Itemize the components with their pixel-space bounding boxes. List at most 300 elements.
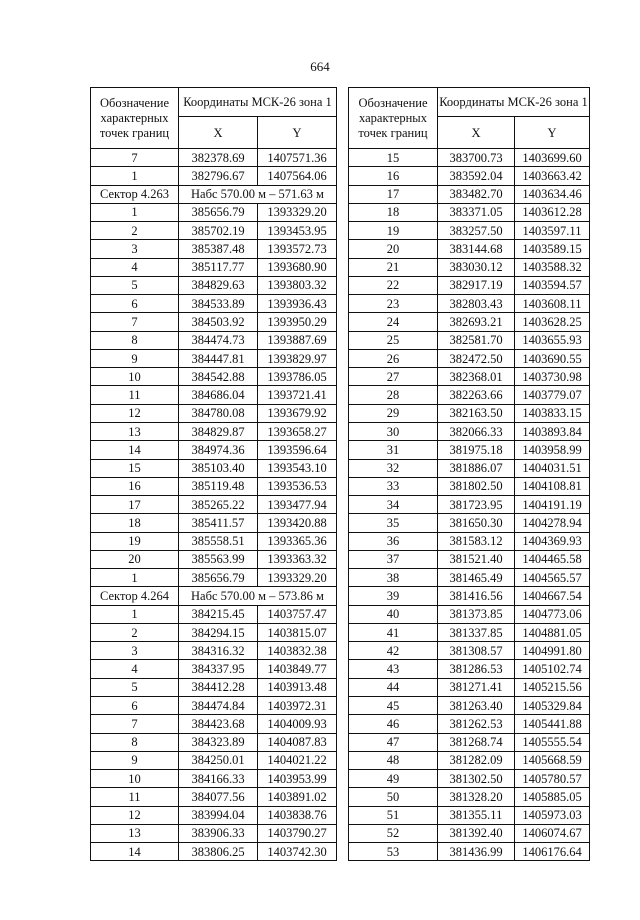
- y-coordinate: 1403663.42: [515, 167, 590, 185]
- point-id: 42: [349, 642, 438, 660]
- point-id: 1: [91, 569, 179, 587]
- x-coordinate: 382803.43: [438, 295, 515, 313]
- x-coordinate: 381392.40: [438, 824, 515, 842]
- table-row: [91, 295, 337, 313]
- y-coordinate: 1403594.57: [515, 276, 590, 294]
- table-row: [91, 532, 337, 550]
- table-row: [349, 751, 590, 769]
- y-coordinate: 1403588.32: [515, 258, 590, 276]
- y-coordinate: 1393596.64: [258, 441, 337, 459]
- y-coordinate: 1403891.02: [258, 788, 337, 806]
- point-id: 2: [91, 623, 179, 641]
- x-coordinate: 384686.04: [179, 386, 258, 404]
- y-coordinate: 1403958.99: [515, 441, 590, 459]
- point-id: 33: [349, 477, 438, 495]
- y-coordinate: 1403655.93: [515, 331, 590, 349]
- point-id: 17: [349, 185, 438, 203]
- x-coordinate: 385656.79: [179, 203, 258, 221]
- y-coordinate: 1393536.53: [258, 477, 337, 495]
- point-id: 14: [91, 441, 179, 459]
- x-coordinate: 382066.33: [438, 422, 515, 440]
- x-coordinate: 384447.81: [179, 349, 258, 367]
- x-coordinate: 384077.56: [179, 788, 258, 806]
- y-coordinate: 1393721.41: [258, 386, 337, 404]
- y-coordinate: 1403972.31: [258, 696, 337, 714]
- y-coordinate: 1404991.80: [515, 642, 590, 660]
- x-coordinate: 381262.53: [438, 715, 515, 733]
- y-coordinate: 1403815.07: [258, 623, 337, 641]
- y-coordinate: 1404087.83: [258, 733, 337, 751]
- point-id: 36: [349, 532, 438, 550]
- table-row: [349, 824, 590, 842]
- table-row: [349, 806, 590, 824]
- table-row: [349, 258, 590, 276]
- table-row: [91, 386, 337, 404]
- table-row: [91, 167, 337, 185]
- y-coordinate: 1393365.36: [258, 532, 337, 550]
- point-id: 17: [91, 496, 179, 514]
- x-coordinate: 381465.49: [438, 569, 515, 587]
- y-coordinate: 1406176.64: [515, 843, 590, 861]
- table-row: [349, 550, 590, 568]
- y-coordinate: 1403913.48: [258, 678, 337, 696]
- point-id: 12: [91, 404, 179, 422]
- x-coordinate: 383592.04: [438, 167, 515, 185]
- x-coordinate: 385103.40: [179, 459, 258, 477]
- y-coordinate: 1403612.28: [515, 203, 590, 221]
- point-id: 50: [349, 788, 438, 806]
- point-id: 6: [91, 295, 179, 313]
- point-id: 32: [349, 459, 438, 477]
- section-row: [91, 587, 337, 605]
- point-id: 23: [349, 295, 438, 313]
- x-coordinate: 381436.99: [438, 843, 515, 861]
- point-id: 44: [349, 678, 438, 696]
- x-coordinate: 383257.50: [438, 222, 515, 240]
- table-row: [91, 733, 337, 751]
- table-row: [91, 642, 337, 660]
- x-coordinate: 381802.50: [438, 477, 515, 495]
- y-coordinate: 1404667.54: [515, 587, 590, 605]
- y-coordinate: 1405102.74: [515, 660, 590, 678]
- x-coordinate: 381521.40: [438, 550, 515, 568]
- point-id: 39: [349, 587, 438, 605]
- y-coordinate: 1403628.25: [515, 313, 590, 331]
- x-coordinate: 382378.69: [179, 149, 258, 167]
- table-row: [91, 678, 337, 696]
- table-row: [349, 331, 590, 349]
- x-coordinate: 382796.67: [179, 167, 258, 185]
- y-coordinate: 1393658.27: [258, 422, 337, 440]
- x-coordinate: 384503.92: [179, 313, 258, 331]
- y-coordinate: 1403849.77: [258, 660, 337, 678]
- x-coordinate: 384316.32: [179, 642, 258, 660]
- table-row: [349, 733, 590, 751]
- point-id: 34: [349, 496, 438, 514]
- point-id: 19: [91, 532, 179, 550]
- table-row: [349, 368, 590, 386]
- x-coordinate: 382163.50: [438, 404, 515, 422]
- y-coordinate: 1404881.05: [515, 623, 590, 641]
- point-id: 31: [349, 441, 438, 459]
- x-coordinate: 384323.89: [179, 733, 258, 751]
- table-row: [349, 386, 590, 404]
- y-coordinate: 1393786.05: [258, 368, 337, 386]
- point-id: 9: [91, 751, 179, 769]
- point-id: 1: [91, 605, 179, 623]
- y-coordinate: 1403832.38: [258, 642, 337, 660]
- x-coordinate: 381308.57: [438, 642, 515, 660]
- y-coordinate: 1403779.07: [515, 386, 590, 404]
- y-coordinate: 1405885.05: [515, 788, 590, 806]
- point-id: 8: [91, 331, 179, 349]
- y-coordinate: 1405973.03: [515, 806, 590, 824]
- point-id: 49: [349, 770, 438, 788]
- table-row: [91, 331, 337, 349]
- table-row: [349, 167, 590, 185]
- table-row: [349, 313, 590, 331]
- y-coordinate: 1393680.90: [258, 258, 337, 276]
- table-row: [91, 696, 337, 714]
- point-id: 16: [91, 477, 179, 495]
- y-coordinate: 1393329.20: [258, 569, 337, 587]
- y-coordinate: 1393950.29: [258, 313, 337, 331]
- table-row: [349, 569, 590, 587]
- table-row: [349, 404, 590, 422]
- point-id: 52: [349, 824, 438, 842]
- y-header: Y: [258, 117, 337, 149]
- point-id: 43: [349, 660, 438, 678]
- table-row: [349, 642, 590, 660]
- point-id: 20: [91, 550, 179, 568]
- x-coordinate: 381268.74: [438, 733, 515, 751]
- x-coordinate: 384474.73: [179, 331, 258, 349]
- x-coordinate: 381373.85: [438, 605, 515, 623]
- y-coordinate: 1393453.95: [258, 222, 337, 240]
- x-coordinate: 383144.68: [438, 240, 515, 258]
- section-label: Сектор 4.264: [91, 587, 179, 605]
- table-row: [349, 496, 590, 514]
- point-id: 21: [349, 258, 438, 276]
- coords-header: Координаты МСК-26 зона 1: [179, 88, 337, 117]
- table-row: [349, 770, 590, 788]
- x-coordinate: 383806.25: [179, 843, 258, 861]
- table-row: [91, 824, 337, 842]
- point-id: 28: [349, 386, 438, 404]
- x-coordinate: 385563.99: [179, 550, 258, 568]
- y-coordinate: 1405329.84: [515, 696, 590, 714]
- coordinates-table-left: [90, 87, 337, 861]
- y-coordinate: 1393679.92: [258, 404, 337, 422]
- table-row: [91, 422, 337, 440]
- x-coordinate: 383994.04: [179, 806, 258, 824]
- y-coordinate: 1404031.51: [515, 459, 590, 477]
- x-coordinate: 385702.19: [179, 222, 258, 240]
- point-id: 18: [349, 203, 438, 221]
- table-row: [349, 185, 590, 203]
- table-row: [349, 240, 590, 258]
- point-id: 9: [91, 349, 179, 367]
- y-coordinate: 1403730.98: [515, 368, 590, 386]
- y-coordinate: 1393329.20: [258, 203, 337, 221]
- table-row: [91, 258, 337, 276]
- section-row: [91, 185, 337, 203]
- x-coordinate: 381723.95: [438, 496, 515, 514]
- section-label: Сектор 4.263: [91, 185, 179, 203]
- table-row: [91, 149, 337, 167]
- point-id: 7: [91, 149, 179, 167]
- point-id: 53: [349, 843, 438, 861]
- point-label-header: Обозначение характерных точек границ: [91, 88, 179, 149]
- table-row: [91, 788, 337, 806]
- x-coordinate: 384215.45: [179, 605, 258, 623]
- y-coordinate: 1403790.27: [258, 824, 337, 842]
- y-coordinate: 1405668.59: [515, 751, 590, 769]
- x-coordinate: 381650.30: [438, 514, 515, 532]
- point-id: 13: [91, 422, 179, 440]
- table-row: [91, 368, 337, 386]
- point-id: 35: [349, 514, 438, 532]
- table-row: [91, 751, 337, 769]
- table-row: [349, 532, 590, 550]
- x-coordinate: 384542.88: [179, 368, 258, 386]
- table-row: [349, 696, 590, 714]
- table-row: [349, 587, 590, 605]
- table-row: [349, 514, 590, 532]
- y-coordinate: 1393887.69: [258, 331, 337, 349]
- point-id: 4: [91, 660, 179, 678]
- x-coordinate: 385387.48: [179, 240, 258, 258]
- y-coordinate: 1403699.60: [515, 149, 590, 167]
- x-coordinate: 385265.22: [179, 496, 258, 514]
- x-coordinate: 381975.18: [438, 441, 515, 459]
- table-row: [91, 496, 337, 514]
- table-row: [91, 660, 337, 678]
- x-coordinate: 383030.12: [438, 258, 515, 276]
- table-row: [349, 222, 590, 240]
- point-id: 10: [91, 770, 179, 788]
- x-coordinate: 384474.84: [179, 696, 258, 714]
- point-id: 14: [91, 843, 179, 861]
- coords-header: Координаты МСК-26 зона 1: [438, 88, 590, 117]
- x-coordinate: 381282.09: [438, 751, 515, 769]
- y-coordinate: 1393477.94: [258, 496, 337, 514]
- x-coordinate: 384337.95: [179, 660, 258, 678]
- point-id: 11: [91, 788, 179, 806]
- table-row: [91, 770, 337, 788]
- y-coordinate: 1403833.15: [515, 404, 590, 422]
- x-coordinate: 382917.19: [438, 276, 515, 294]
- x-coordinate: 384250.01: [179, 751, 258, 769]
- x-coordinate: 384829.87: [179, 422, 258, 440]
- point-id: 7: [91, 313, 179, 331]
- table-row: [349, 788, 590, 806]
- y-coordinate: 1405441.88: [515, 715, 590, 733]
- y-coordinate: 1403742.30: [258, 843, 337, 861]
- y-coordinate: 1404369.93: [515, 532, 590, 550]
- x-coordinate: 384412.28: [179, 678, 258, 696]
- point-id: 15: [91, 459, 179, 477]
- y-coordinate: 1405555.54: [515, 733, 590, 751]
- table-row: [349, 459, 590, 477]
- point-id: 6: [91, 696, 179, 714]
- x-coordinate: 384294.15: [179, 623, 258, 641]
- table-row: [91, 349, 337, 367]
- table-row: [91, 240, 337, 258]
- x-coordinate: 381286.53: [438, 660, 515, 678]
- point-label-header: Обозначение характерных точек границ: [349, 88, 438, 149]
- point-id: 10: [91, 368, 179, 386]
- y-header: Y: [515, 117, 590, 149]
- table-row: [349, 441, 590, 459]
- x-coordinate: 383482.70: [438, 185, 515, 203]
- x-header: X: [179, 117, 258, 149]
- y-coordinate: 1404191.19: [515, 496, 590, 514]
- y-coordinate: 1404278.94: [515, 514, 590, 532]
- point-id: 3: [91, 240, 179, 258]
- point-id: 16: [349, 167, 438, 185]
- point-id: 51: [349, 806, 438, 824]
- y-coordinate: 1405780.57: [515, 770, 590, 788]
- table-row: [91, 623, 337, 641]
- y-coordinate: 1393543.10: [258, 459, 337, 477]
- point-id: 25: [349, 331, 438, 349]
- y-coordinate: 1403893.84: [515, 422, 590, 440]
- point-id: 48: [349, 751, 438, 769]
- x-coordinate: 382472.50: [438, 349, 515, 367]
- table-row: [349, 660, 590, 678]
- point-id: 27: [349, 368, 438, 386]
- y-coordinate: 1404773.06: [515, 605, 590, 623]
- y-coordinate: 1393363.32: [258, 550, 337, 568]
- x-coordinate: 381271.41: [438, 678, 515, 696]
- x-coordinate: 382368.01: [438, 368, 515, 386]
- point-id: 41: [349, 623, 438, 641]
- page-number: 664: [310, 59, 330, 74]
- table-row: [91, 276, 337, 294]
- x-coordinate: 385558.51: [179, 532, 258, 550]
- y-coordinate: 1393572.73: [258, 240, 337, 258]
- y-coordinate: 1407564.06: [258, 167, 337, 185]
- point-id: 40: [349, 605, 438, 623]
- y-coordinate: 1404465.58: [515, 550, 590, 568]
- x-coordinate: 381337.85: [438, 623, 515, 641]
- x-coordinate: 384166.33: [179, 770, 258, 788]
- table-row: [91, 441, 337, 459]
- x-coordinate: 384533.89: [179, 295, 258, 313]
- table-row: [91, 550, 337, 568]
- x-coordinate: 381416.56: [438, 587, 515, 605]
- point-id: 3: [91, 642, 179, 660]
- table-row: [91, 806, 337, 824]
- table-row: [349, 843, 590, 861]
- point-id: 45: [349, 696, 438, 714]
- x-coordinate: 381886.07: [438, 459, 515, 477]
- table-row: [349, 715, 590, 733]
- table-row: [349, 422, 590, 440]
- y-coordinate: 1404108.81: [515, 477, 590, 495]
- y-coordinate: 1393420.88: [258, 514, 337, 532]
- y-coordinate: 1403597.11: [515, 222, 590, 240]
- point-id: 4: [91, 258, 179, 276]
- table-row: [349, 349, 590, 367]
- x-coordinate: 382693.21: [438, 313, 515, 331]
- y-coordinate: 1405215.56: [515, 678, 590, 696]
- x-header: X: [438, 117, 515, 149]
- y-coordinate: 1403757.47: [258, 605, 337, 623]
- x-coordinate: 383700.73: [438, 149, 515, 167]
- x-coordinate: 384829.63: [179, 276, 258, 294]
- table-row: [91, 477, 337, 495]
- x-coordinate: 381355.11: [438, 806, 515, 824]
- x-coordinate: 385411.57: [179, 514, 258, 532]
- y-coordinate: 1393829.97: [258, 349, 337, 367]
- y-coordinate: 1404565.57: [515, 569, 590, 587]
- point-id: 18: [91, 514, 179, 532]
- elevation-range: Набс 570.00 м – 571.63 м: [179, 185, 337, 203]
- y-coordinate: 1407571.36: [258, 149, 337, 167]
- table-row: [349, 678, 590, 696]
- table-row: [349, 605, 590, 623]
- x-coordinate: 384974.36: [179, 441, 258, 459]
- point-id: 38: [349, 569, 438, 587]
- x-coordinate: 384423.68: [179, 715, 258, 733]
- point-id: 47: [349, 733, 438, 751]
- point-id: 11: [91, 386, 179, 404]
- table-row: [349, 149, 590, 167]
- x-coordinate: 383906.33: [179, 824, 258, 842]
- table-row: [91, 715, 337, 733]
- point-id: 26: [349, 349, 438, 367]
- coordinates-table-right: [348, 87, 590, 861]
- table-row: [91, 459, 337, 477]
- x-coordinate: 382581.70: [438, 331, 515, 349]
- x-coordinate: 385119.48: [179, 477, 258, 495]
- point-id: 22: [349, 276, 438, 294]
- x-coordinate: 384780.08: [179, 404, 258, 422]
- y-coordinate: 1403634.46: [515, 185, 590, 203]
- table-row: [91, 222, 337, 240]
- table-row: [91, 605, 337, 623]
- point-id: 37: [349, 550, 438, 568]
- table-row: [91, 313, 337, 331]
- point-id: 1: [91, 203, 179, 221]
- table-row: [349, 295, 590, 313]
- point-id: 29: [349, 404, 438, 422]
- point-id: 30: [349, 422, 438, 440]
- x-coordinate: 383371.05: [438, 203, 515, 221]
- table-row: [91, 569, 337, 587]
- y-coordinate: 1393936.43: [258, 295, 337, 313]
- y-coordinate: 1403690.55: [515, 349, 590, 367]
- y-coordinate: 1406074.67: [515, 824, 590, 842]
- point-id: 12: [91, 806, 179, 824]
- point-id: 24: [349, 313, 438, 331]
- point-id: 13: [91, 824, 179, 842]
- point-id: 20: [349, 240, 438, 258]
- x-coordinate: 381328.20: [438, 788, 515, 806]
- point-id: 8: [91, 733, 179, 751]
- point-id: 7: [91, 715, 179, 733]
- x-coordinate: 381583.12: [438, 532, 515, 550]
- table-row: [91, 843, 337, 861]
- point-id: 2: [91, 222, 179, 240]
- elevation-range: Набс 570.00 м – 573.86 м: [179, 587, 337, 605]
- table-row: [91, 514, 337, 532]
- point-id: 5: [91, 678, 179, 696]
- table-row: [349, 276, 590, 294]
- point-id: 5: [91, 276, 179, 294]
